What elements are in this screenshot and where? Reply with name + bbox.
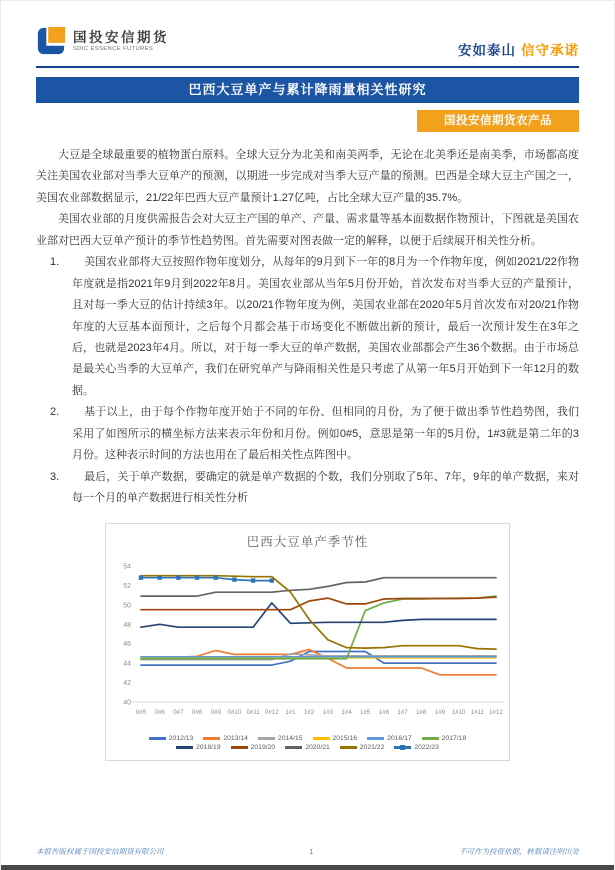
legend-label: 2019/20 — [250, 744, 276, 752]
series-line-2018/19 — [141, 603, 496, 627]
legend-item-2020/21 — [285, 744, 330, 751]
category-banner: 国投安信期货农产品 — [417, 110, 579, 132]
x-tick-label: 0#8 — [191, 709, 202, 717]
x-tick-label: 0#6 — [154, 709, 165, 717]
series-marker — [250, 579, 254, 583]
company-name-cn: 国投安信期货 — [73, 29, 169, 45]
footer-disclaimer: 不可作为投资依据，转载请注明出处 — [458, 847, 579, 856]
list-item-text: 美国农业部将大豆按照作物年度划分，从每年的9月到下一年的8月为一个作物年度，例如2021/22作物年度就是指2021年9月到2022年8月。美国农业部从当年5月份开始，首次发布对当季大豆的产量预计，且对每一季大豆的估计持续3年。以20/21作物年度为例，美国农业部在2020年5月首次发布对20/21作物年度的大豆基本面预计，之后每个月都会基于市场变化不断做出新的预计，最后一次预计发生在3年之后，也就是2023年4月。所以，对于每一季大豆的单产数据，美国农业部都会产生36个数据。由于市场总是最关心当季的大豆单产，我们在研究单产与降雨相关性是只考虑了从第一年5月开始到下一年12月的数据。 — [72, 256, 579, 397]
footer-page-number: 1 — [309, 847, 314, 856]
legend-label: 2021/22 — [359, 744, 385, 752]
legend-swatch — [340, 746, 357, 749]
legend-item-2018/19 — [176, 744, 221, 751]
legend-label: 2020/21 — [305, 744, 330, 752]
series-line-2019/20 — [141, 598, 496, 611]
y-tick-label: 42 — [122, 680, 131, 688]
legend-item-2014/15 — [258, 735, 303, 742]
company-logo — [36, 26, 169, 56]
report-title-banner: 巴西大豆单产与累计降雨量相关性研究 — [36, 77, 579, 103]
y-tick-label: 52 — [122, 583, 131, 591]
x-tick-label: 1#2 — [303, 709, 314, 717]
page-header — [36, 1, 579, 59]
paragraph-2: 美国农业部的月度供需报告会对大豆主产国的单产、产量、需求量等基本面数据作物预计，下图就是美国农业部对巴西大豆单产预计的季节性趋势图。首先需要对图表做一定的解释，以便于后续展开相关性分析。 — [36, 213, 579, 247]
list-item-text: 基于以上，由于每个作物年度开始于不同的年份、但相同的月份，为了便于做出季节性趋势图，我们采用了如图所示的横坐标方法来表示年份和月份。例如0#5，意思是第一年的5月份，1#3就是第二年的3月份。这种表示时间的方法也用在了最后相关性点阵图中。 — [72, 406, 579, 462]
legend-label: 2013/14 — [223, 735, 248, 743]
legend-swatch — [231, 746, 248, 749]
legend-item-2021/22 — [340, 744, 385, 751]
series-marker — [157, 576, 161, 580]
numbered-list — [36, 252, 579, 509]
page-bottom-edge — [1, 865, 614, 870]
category-banner-row — [36, 110, 579, 132]
x-tick-label: 0#9 — [210, 709, 221, 717]
company-name — [73, 30, 169, 53]
legend-marker-square — [400, 745, 405, 750]
y-tick-label: 54 — [122, 563, 131, 571]
list-item-number: 1. — [50, 256, 60, 269]
legend-swatch — [367, 737, 384, 740]
series-marker — [269, 579, 273, 583]
x-tick-label: 1#1 — [284, 709, 296, 717]
series-marker — [194, 576, 198, 580]
y-tick-label: 50 — [122, 602, 131, 610]
slogan-part1: 安如泰山 — [458, 43, 516, 58]
list-item-text: 最后，关于单产数据，要确定的就是单产数据的个数，我们分别取了5年、7年，9年的单产数据，来对每一个月的单产数据进行相关性分析 — [72, 470, 579, 504]
y-tick-label: 48 — [122, 622, 131, 630]
legend-item-2012/13 — [149, 735, 194, 742]
legend-swatch — [149, 737, 166, 740]
legend-label: 2014/15 — [277, 735, 303, 743]
y-tick-label: 44 — [122, 661, 131, 669]
legend-item-2016/17 — [367, 735, 412, 742]
legend-swatch — [422, 737, 439, 740]
legend-label: 2018/19 — [196, 744, 221, 752]
seasonality-chart — [105, 523, 510, 761]
report-body — [36, 145, 579, 509]
list-item — [36, 467, 579, 510]
legend-label: 2022/23 — [414, 744, 439, 752]
y-tick-label: 40 — [122, 699, 131, 707]
chart-title: 巴西大豆单产季节性 — [246, 535, 369, 550]
series-marker — [213, 576, 217, 580]
legend-item-2013/14 — [203, 735, 248, 742]
series-marker — [176, 576, 180, 580]
x-tick-label: 1#6 — [378, 709, 389, 717]
series-line-2020/21 — [141, 578, 496, 596]
legend-item-2017/18 — [422, 735, 467, 742]
x-tick-label: 1#12 — [488, 709, 503, 717]
x-tick-label: 0#11 — [245, 709, 260, 717]
legend-item-2019/20 — [231, 744, 276, 751]
x-tick-label: 0#5 — [135, 709, 146, 717]
x-tick-label: 1#8 — [415, 709, 426, 717]
company-slogan — [458, 39, 579, 59]
x-tick-label: 1#10 — [451, 709, 466, 717]
series-marker — [232, 578, 236, 582]
x-tick-label: 0#10 — [227, 709, 241, 717]
footer-copyright: 本报告版权属于国投安信期货有限公司 — [36, 847, 164, 856]
x-tick-label: 1#7 — [396, 709, 408, 717]
company-logo-icon — [36, 26, 66, 56]
x-tick-label: 1#4 — [340, 709, 352, 717]
legend-swatch — [176, 746, 193, 749]
legend-swatch — [313, 737, 330, 740]
legend-item-2015/16 — [313, 735, 358, 742]
legend-swatch — [394, 746, 411, 749]
legend-swatch — [203, 737, 220, 740]
company-name-en: SDIC ESSENCE FUTURES — [73, 45, 154, 52]
series-line-2013/14 — [141, 650, 496, 675]
y-tick-label: 46 — [122, 641, 131, 649]
legend-label: 2016/17 — [387, 735, 412, 743]
x-tick-label: 1#9 — [434, 709, 445, 717]
list-item — [36, 402, 579, 466]
x-tick-label: 1#11 — [470, 709, 484, 717]
page-footer — [36, 846, 579, 857]
legend-label: 2012/13 — [168, 735, 194, 743]
legend-swatch — [258, 737, 275, 740]
list-item-number: 3. — [50, 470, 60, 483]
series-line-2021/22 — [141, 576, 496, 649]
chart-plot-area — [108, 552, 508, 734]
slogan-part2: 信守承诺 — [521, 43, 579, 58]
list-item — [36, 252, 579, 402]
chart-legend — [132, 734, 484, 752]
x-tick-label: 1#3 — [322, 709, 333, 717]
header-divider — [36, 66, 579, 68]
legend-item-2022/23 — [394, 744, 439, 751]
legend-label: 2015/16 — [332, 735, 358, 743]
legend-swatch — [285, 746, 302, 749]
x-tick-label: 1#5 — [359, 709, 370, 717]
x-tick-label: 0#12 — [264, 709, 279, 717]
list-item-number: 2. — [50, 406, 60, 419]
series-marker — [138, 576, 142, 580]
legend-label: 2017/18 — [441, 735, 467, 743]
paragraph-1: 大豆是全球最重要的植物蛋白原料。全球大豆分为北美和南美两季，无论在北美季还是南美季，市场都高度关注美国农业部对当季大豆单产的预测，以期进一步完成对当季大豆产量的预测。巴西是全球大豆主产国之一，美国农业部数据显示，21/22年巴西大豆产量预计1.27亿吨，占比全球大豆产量的35.7%。 — [36, 149, 579, 204]
x-tick-label: 0#7 — [172, 709, 184, 717]
